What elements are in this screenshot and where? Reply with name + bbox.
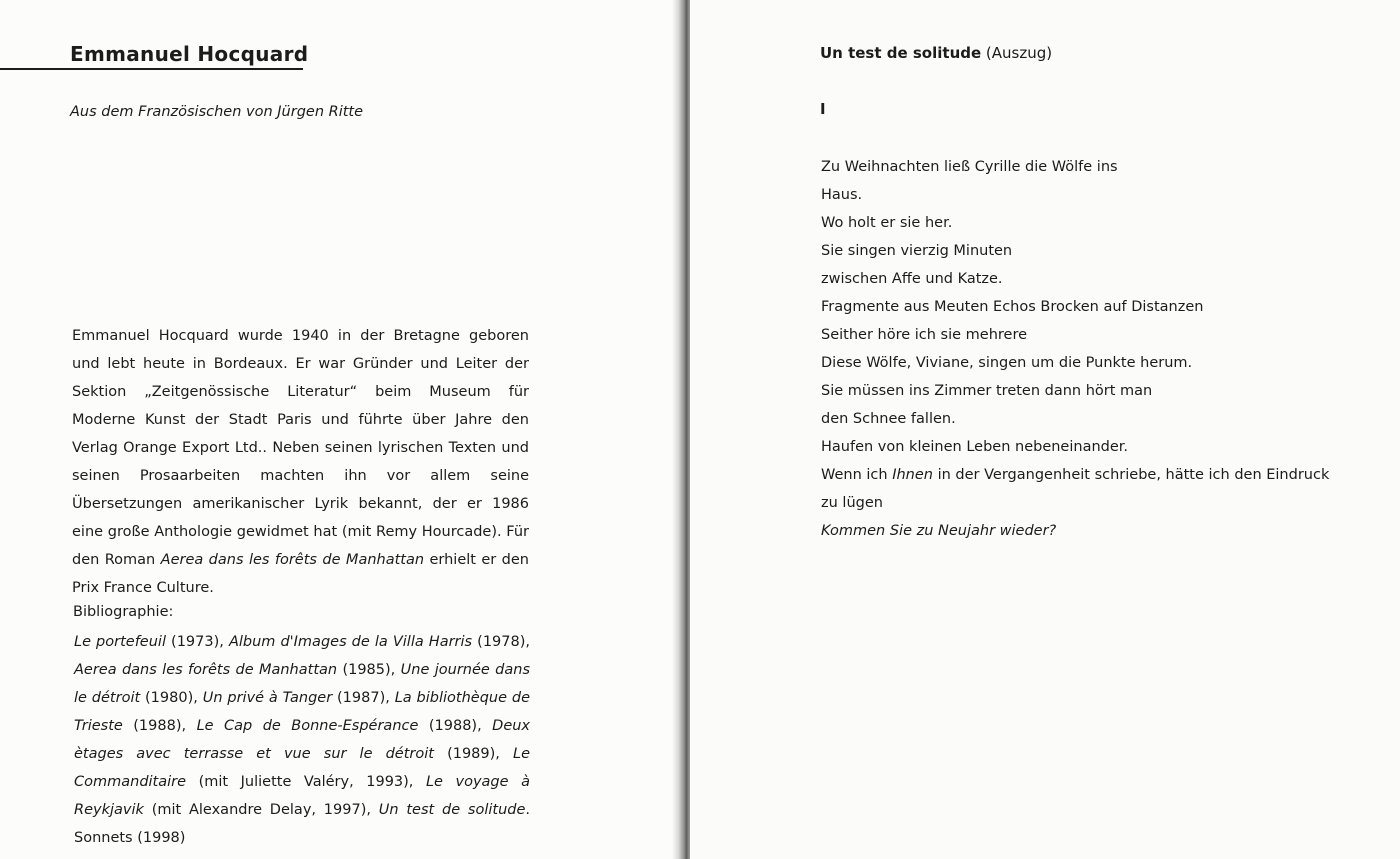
poem-text: Diese Wölfe, Viviane, singen um die Punkte herum. [821,355,1193,371]
section-number: I [820,100,826,118]
poem-line [821,405,1329,433]
poem-line [821,265,1329,293]
poem-title-main: Un test de solitude [820,44,982,62]
poem-title [820,44,1052,62]
bibliography-title: Une journée dans le détroit [74,662,531,706]
poem-text: Haufen von kleinen Leben nebeneinander. [821,439,1129,455]
bibliography-title: Le Cap de Bonne-Espérance [196,718,419,734]
author-underline [0,68,303,70]
bio-text-2: erhielt er den Prix France Culture. [72,552,529,596]
biography-paragraph [72,322,529,602]
poem-line [821,293,1329,321]
poem-line [821,517,1329,545]
bibliography-title: La bibliothèque de Trieste [74,690,530,734]
bibliography-title: Aerea dans les forêts de Manhattan [74,662,338,678]
bibliography-detail: (1973), [165,634,229,650]
bibliography-detail: (1980), [140,690,203,706]
poem-body [821,153,1329,545]
author-name: Emmanuel Hocquard [70,42,309,66]
bibliography-detail: (mit Juliette Valéry, 1993), [186,774,426,790]
bibliography-list [74,628,530,852]
bibliography-detail: . Sonnets (1998) [74,802,531,846]
poem-text: den Schnee fallen. [821,411,956,427]
bibliography-title: Le portefeuil [74,634,166,650]
bibliography-detail: (1987), [332,690,395,706]
bio-novel-title: Aerea dans les forêts de Manhattan [160,552,425,568]
poem-text: Fragmente aus Meuten Echos Brocken auf Distanzen [821,299,1204,315]
poem-text: Wo holt er sie her. [821,215,953,231]
poem-text: Sie singen vierzig Minuten [821,243,1013,259]
bibliography-title: Le voyage à Reykjavik [74,774,530,818]
poem-emphasis: Ihnen [892,467,933,483]
poem-line [821,153,1329,181]
poem-line [821,321,1329,349]
bibliography-heading: Bibliographie: [73,604,174,620]
poem-line [821,377,1329,405]
bibliography-title: Un test de solitude [378,802,526,818]
poem-text: Sie müssen ins Zimmer treten dann hört man [821,383,1153,399]
poem-text: Wenn ich [821,467,893,483]
poem-line [821,349,1329,377]
bibliography-detail: (mit Alexandre Delay, 1997), [143,802,379,818]
poem-text: Zu Weihnachten ließ Cyrille die Wölfe ins [821,159,1118,175]
bibliography-detail: (1985), [337,662,401,678]
left-page [0,0,678,859]
bibliography-title: Un privé à Tanger [202,690,333,706]
bibliography-title: Le Commanditaire [74,746,530,790]
poem-text: zwischen Affe und Katze. [821,271,1003,287]
poem-text: Seither höre ich sie mehrere [821,327,1028,343]
poem-line [821,209,1329,237]
poem-text: in der Vergangenheit schriebe, hätte ich den Eindruck [932,467,1330,483]
poem-line [821,237,1329,265]
poem-line [821,181,1329,209]
poem-line [821,461,1329,489]
poem-line [821,433,1329,461]
bibliography-title: Deux ètages avec terrasse et vue sur le détroit [74,718,531,762]
poem-line [821,489,1329,517]
bibliography-detail: (1989), [433,746,513,762]
translator-credit: Aus dem Französischen von Jürgen Ritte [70,104,364,120]
bio-text-1: Emmanuel Hocquard wurde 1940 in der Bretagne geboren und lebt heute in Bordeaux. Er war Gründer und Leiter der Sektion „Zeitgenössische Literatur“ beim Museum für Moderne Kunst der Stadt Paris und führte über Jahre den Verlag Orange Export Ltd.. Neben seinen lyrischen Texten und seinen Prosaarbeiten machten ihn vor allem seine Übersetzungen amerikanischer Lyrik bekannt, der er 1986 eine große Anthologie gewidmet hat (mit Remy Hourcade). Für den Roman [72,328,529,568]
poem-text: Haus. [821,187,863,203]
poem-emphasis: Kommen Sie zu Neujahr wieder? [821,523,1057,539]
poem-title-suffix: (Auszug) [981,44,1053,62]
poem-text: zu lügen [821,495,883,511]
bibliography-title: Album d'Images de la Villa Harris [228,634,473,650]
bibliography-detail: (1988), [418,718,493,734]
bibliography-detail: (1978), [472,634,530,650]
bibliography-detail: (1988), [122,718,197,734]
